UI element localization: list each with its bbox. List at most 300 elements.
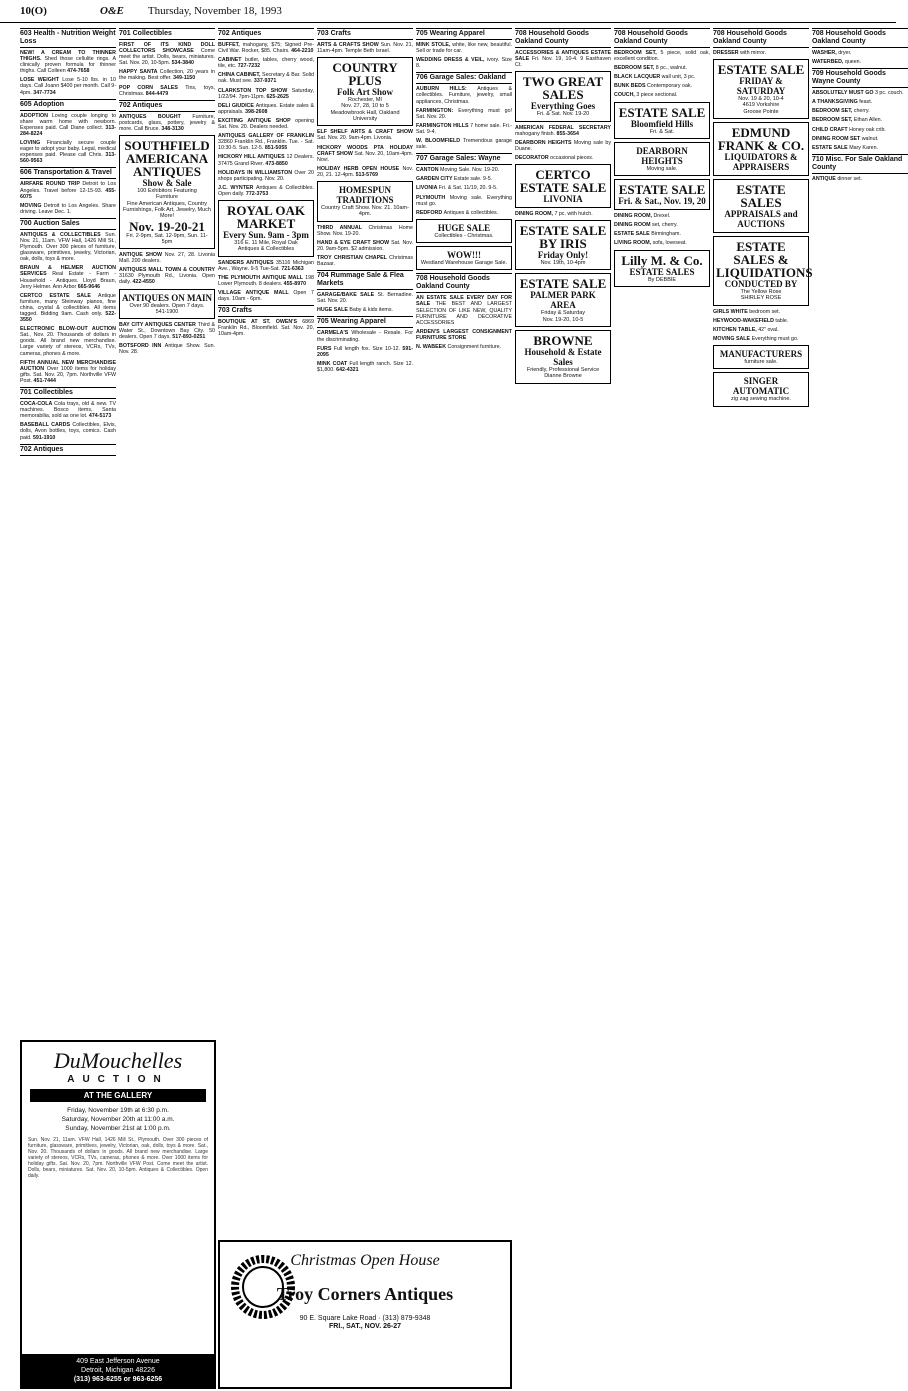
publication-name: O&E [100,5,124,17]
boxed-ad-title: HOMESPUN TRADITIONS [336,185,394,206]
ad-headline: AMERICAN FEDERAL SECRETARY [515,124,611,131]
boxed-ad-title: ANTIQUES ON MAIN [122,292,213,303]
classified-ad [614,83,710,89]
ad-body: Furniture, postcards, glass, pottery, jewelry & more. Call Bruce. [119,113,215,132]
ad-body: walnut. [861,135,879,142]
ad-body: Collectibles, Elvis, dolls, Avon bottles, toys, comics. Cash paid. [20,422,116,441]
display-ad-subtitle: Everything Goes [530,101,596,112]
display-ad [614,102,710,139]
display-ad-line: Friendly, Professional Service [526,367,600,374]
ad-headline: LOSE WEIGHT [20,77,63,84]
phone-number: 851-5055 [264,145,288,152]
ad-body: Secretary & Bar. Solid oak. Must see. [218,72,314,85]
ad-body: 3 pc. couch. [874,90,904,97]
ad-headline: ANTIQUES BOUGHT [119,113,193,120]
boxed-ad-body: Westland Warehouse Garage Sale. [420,260,508,267]
display-ad-subtitle: LIVONIA [543,194,583,205]
classified-ad [20,326,116,356]
auction-dates: Friday, November 19th at 6:30 p.m. Saturday, November 20th at 11:00 a.m. Sunday, November 21st at 1:00 p.m. [61,1107,175,1132]
classified-ad [416,57,512,69]
classified-ad [614,74,710,80]
display-ad-hours: Fri. 2-9pm, Sat. 12-9pm, Sun. 11-5pm [126,232,208,245]
ad-headline: COCA-COLA [20,401,55,408]
display-ad-line: Nov. 19 & 20, 10-4 [738,96,784,103]
ad-body: Sun. Nov. 21, 11am. VFW Hall, 1426 Mill St., Plymouth. Over 300 pieces of furniture, glassware, primitives, jewelry, Victorian, oak, dolls, toys & more. [20,231,116,263]
ad-headline: CABINET [218,57,245,64]
phone-number: 337-9371 [253,78,277,85]
classified-ad [119,42,215,66]
ad-body: 31630 Plymouth Rd., Livonia. Open daily. [119,273,215,286]
display-ad-title: CERTCO ESTATE SALE [519,167,607,196]
classified-ad [218,42,314,54]
classified-ad [218,290,314,302]
boxed-ad-title: HUGE SALE [437,222,491,233]
classified-ad [218,275,314,287]
display-ad-subtitle: Every Sun. 9am - 3pm [223,229,309,240]
phone-number: 422-4550 [132,279,155,286]
display-ad-title: ESTATE SALES [736,181,786,210]
ad-headline: LIVONIA [416,185,439,192]
display-ad [515,164,611,208]
classified-ad [713,50,809,56]
display-ad [515,330,611,384]
classification-heading: 605 Adoption [20,99,116,111]
phone-number: 451-7444 [33,377,56,384]
ad-headline: TROY CHRISTIAN CHAPEL [317,255,390,261]
display-ad [515,71,611,121]
ad-headline: ACCESSORIES & ANTIQUES ESTATE SALE [515,50,611,63]
boxed-ad [416,219,512,243]
classified-ad [416,195,512,207]
ad-headline: CHINA CABINET, [218,72,263,79]
open-house-title: Christmas Open House [290,1252,440,1269]
display-ad [515,273,611,327]
classified-ad [614,213,710,219]
boxed-ad-body: Over 90 dealers. Open 7 days. [129,302,205,309]
classified-ad [119,343,215,355]
ad-body: Shed those cellulite rings. A clinically proven formula for thinner thighs. Call Colleen [20,56,116,75]
classified-ad [218,72,314,84]
phone-number: 313-560-9563 [20,152,116,165]
ad-body: 3 piece sectional. [636,92,678,99]
display-ad-line: 100 Exhibitors Featuring [137,188,197,195]
display-ad-line: Fri. & Sat. Nov. 19-20 [536,111,590,118]
boxed-ad-title: WOW!!! [447,250,481,261]
classified-ad [416,185,512,191]
ad-body: Nov. 27, 28. Livonia Mall. 200 dealers. [119,252,215,265]
classification-heading: 701 Collectibles [20,387,116,399]
display-ad [218,200,314,257]
ad-headline: GIRLS WHITE [713,308,750,315]
classified-ad [614,222,710,228]
ad-headline: DEARBORN HEIGHTS [515,139,574,146]
ad-body: Third & Water St., Downtown Bay City. 50 dealers. Open 7 days. [119,321,215,341]
ad-body: dinner set. [837,175,863,182]
ad-headline: BUNK BEDS [614,83,647,90]
display-ad-title: ESTATE SALE [717,62,805,78]
ad-headline: AN ESTATE SALE EVERY DAY FOR SALE [416,295,512,308]
classified-ad [119,114,215,132]
display-ad-subtitle: Show & Sale [142,178,192,189]
display-ad-subtitle: Folk Art Show [336,87,393,98]
ad-body: Cola trays, old & new. TV machines. Bosco items, Santa memorabilia, sold as one lot. [20,401,116,420]
ad-headline: HICKORY HILL ANTIQUES [218,154,287,161]
phone-number: 474-5173 [88,413,112,420]
ad-body: Sat. Nov. 20. 9am-5pm. $2 admission. [317,239,413,252]
ad-body: Christmas Home Show. Nov. 19-20. [317,224,413,237]
boxed-ad-body: Moving sale. [646,165,678,172]
ad-body: Contemporary oak. [646,83,693,90]
classified-column [515,26,611,1386]
classified-ad [218,57,314,69]
ad-headline: COUCH, [614,92,637,99]
ad-body: with mirror. [740,50,766,56]
display-ad-line: Fine American Antiques, Country Furnishings, Folk Art, Jewelry, Much More! [123,200,211,220]
display-ad-line: Meadowbrook Hall, Oakland University [330,109,400,123]
classification-heading: 705 Wearing Apparel [317,316,413,328]
classification-heading: 606 Transportation & Travel [20,167,116,179]
ad-headline: HICKORY WOODS PTA HOLIDAY CRAFT SHOW [317,144,413,157]
display-ad-line: Nov. 19-20, 10-5 [542,316,584,323]
classified-ad [416,42,512,54]
display-ad-subtitle: CONDUCTED BY [724,278,798,289]
display-ad-line: Antiques & Collectibles [237,246,295,253]
classified-ad [317,240,413,252]
ad-body: Moving sale by Duane. [515,139,611,152]
phone-number: 844-4479 [145,90,169,97]
ad-headline: DINING ROOM, [515,211,555,218]
classified-ad [119,322,215,340]
display-ad-subtitle: APPRAISALS and AUCTIONS [724,208,798,229]
ad-body: Baby & kids items. [349,307,393,314]
troy-address: 90 E. Square Lake Road · (313) 879-9348 [299,1315,431,1322]
ad-body: Lose 5-10 lbs. in 10 days. Call Joann $400 per month. Call 9-4pm. [20,77,116,96]
display-ad-title: EDMUND FRANK & CO. [717,124,805,153]
classified-ad [416,108,512,120]
boxed-ad [317,181,413,222]
ad-body: mahogany finish. [515,130,557,137]
ad-body: Honey oak crib. [849,126,886,133]
classification-heading: 701 Collectibles [119,28,215,40]
ad-headline: HEYWOOD-WAKEFIELD [713,317,776,324]
ad-headline: ELECTRONIC BLOW-OUT AUCTION [20,326,116,333]
display-ad-line: By DEBBIE [647,276,677,283]
classified-ad [218,319,314,337]
boxed-ad-body: Collectibles - Christmas. [434,232,494,239]
display-ad-line: The Yellow Rose [740,288,782,295]
ad-headline: BRAUN & HELMER AUCTION SERVICES [20,265,116,278]
ad-headline: MOVING [20,202,44,209]
display-ad-line: Fri. & Sat. [649,128,675,135]
classification-heading: 706 Garage Sales: Oakland [416,72,512,84]
troy-date: FRI., SAT., NOV. 26-27 [329,1323,401,1330]
ad-body: 7 pc. with hutch. [554,211,593,218]
ad-headline: SANDERS ANTIQUES [218,259,276,266]
phone-number: 398-2608 [245,108,268,115]
display-ad-subtitle: FRIDAY & SATURDAY [736,76,786,97]
classified-ad [416,167,512,173]
ad-headline: WASHER, [812,50,839,56]
ad-headline: MINK COAT [317,360,350,367]
classified-ad [515,211,611,217]
ad-headline: DINING ROOM, [614,213,654,220]
classified-ad [812,99,908,105]
phone-number: 591-2095 [317,345,413,358]
classified-ad [218,170,314,182]
display-ad-line: 4619 Vorkshire [742,102,780,109]
display-ad [119,135,215,249]
ad-headline: ADOPTION [20,112,52,119]
classified-ad [218,154,314,166]
ad-headline: BASEBALL CARDS [20,422,73,429]
classified-ad [812,136,908,142]
classified-ad [614,65,710,71]
classification-heading: 708 Household Goods Oakland County [812,28,908,48]
ad-headline: PLYMOUTH [416,194,450,201]
ad-headline: FARMINGTON: [416,107,459,114]
classified-ad [317,166,413,178]
ad-body: Fri. Nov. 19, 10-4. 9 Easthaven Ct. [515,56,611,69]
ad-body: Over 1000 items for holiday gifts. Sat. Nov. 20, 7pm. Northville VFW Post. [20,365,116,384]
ad-headline: ANTIQUES GALLERY OF FRANKLIN [218,133,314,140]
auction-word: AUCTION [67,1074,169,1085]
classified-ad [20,203,116,215]
ad-headline: ABSOLUTELY MUST GO [812,90,875,97]
ad-headline: HAPPY SANTA [119,69,160,76]
ad-headline: ESTATE SALE [614,231,652,238]
ad-body: Ethan Allen. [853,117,883,124]
ad-headline: HAND & EYE CRAFT SHOW [317,239,392,246]
ad-body: Consignment furniture. [447,344,502,351]
ad-body: Full length fox. Size 10-12. [333,345,403,352]
ad-body: Open 7 days. 10am - 6pm. [218,289,314,303]
ad-headline: AIRFARE ROUND TRIP [20,181,83,188]
classified-ad [416,123,512,135]
display-ad-title: ESTATE SALES & LIQUIDATIONS [716,238,813,280]
classified-ad [713,327,809,333]
ad-headline: DECORATOR [515,154,551,161]
ad-body: 7 home sale. Fri.-Sat. 9-4. [416,122,512,135]
classified-ad [713,309,809,315]
ad-body: Tremendous garage sale. [416,138,512,151]
display-ad-title: COUNTRY PLUS [332,60,398,89]
ad-headline: WATERBED, [812,59,845,66]
classification-heading: 705 Wearing Apparel [416,28,512,40]
ad-body: THE BEST AND LARGEST SELECTION OF LIKE NEW, QUALITY FURNITURE AND DECORATIVE ACCESSORIES [416,301,512,326]
classified-ad [119,69,215,81]
classified-ad [515,140,611,152]
display-ad-line: Nov. 19th, 10-4pm [540,260,586,267]
display-ad-title: ESTATE SALE BY IRIS [519,223,607,252]
ad-headline: DELI GIUDICE [218,102,256,109]
ad-body: Antiques. Estate sales & appraisals. [218,102,314,115]
issue-date: Thursday, November 18, 1993 [147,5,282,17]
classified-ad [812,117,908,123]
classified-ad [20,181,116,199]
ad-body: Moving sale. Everything must go. [416,194,512,207]
ad-body: Mary Karen. [849,144,879,151]
display-ad [515,220,611,270]
display-ad-title: SOUTHFIELD AMERICANA ANTIQUES [124,138,210,180]
page-number: 10(O) [20,5,47,17]
display-ad-subtitle: Household & Estate Sales [524,347,602,368]
classified-ad [812,127,908,133]
ad-body: Real Estate - Farm - Household - Antiques. Lloyd Braun, Jerry Helmer. Ann Arbor [20,271,116,290]
phone-number: 534-3840 [171,60,194,67]
ad-headline: ANTIQUE SHOW [119,252,165,259]
ad-headline: GARDEN CITY [416,176,454,183]
ad-body: Sat. Nov. 20. 9am-4pm. Livonia. [317,135,393,142]
classified-ad [218,133,314,151]
ad-body: Antiques & collectibles. [443,209,499,216]
boxed-ad [713,345,809,369]
ad-body: Saturday, 1/22/94. 7pm-11pm. [218,87,314,100]
classified-ad [218,185,314,197]
display-ad-line: Nov. 27, 28, 10 to 5 [341,103,389,110]
ad-headline: DINING ROOM SET [812,135,862,142]
display-ad-subtitle: Fri. & Sat., Nov. 19, 20 [618,196,706,207]
classified-ad [812,108,908,114]
ad-headline: J.C. WYNTER [218,184,256,191]
ad-body: Birmingham. [651,231,681,238]
classification-heading: 708 Household Goods Oakland County [416,273,512,293]
classified-ad [317,129,413,141]
ad-headline: HOLIDAYS IN WILLIAMSTON [218,169,295,176]
phone-number: 772-3753 [245,190,269,197]
phone-number: 522-3550 [20,311,116,324]
classified-ad [317,145,413,163]
classification-heading: 703 Crafts [317,28,413,40]
display-ad [614,179,710,210]
ad-body: bedroom set. [749,308,781,315]
classification-heading: 702 Antiques [119,100,215,112]
dumouchelles-auction-ad [20,1040,216,1389]
display-ad-title: ESTATE SALE [519,276,607,292]
classified-ad [20,265,116,289]
boxed-ad [416,246,512,270]
display-ad [317,57,413,126]
classified-ad [515,50,611,68]
classified-ad [614,240,710,246]
ad-body: set, cherry. [651,222,678,229]
ad-headline: LOVING [20,140,47,147]
phone-number: 625-2625 [266,93,289,100]
classified-ad [20,293,116,323]
phone-number: 727-7232 [237,63,261,70]
ad-body: Over 20 shops participating. Nov. 20. [218,169,314,182]
ad-headline: ANTIQUES & COLLECTIBLES [20,231,106,238]
ad-headline: BEDROOM SET, [614,50,661,56]
troy-corners-ad [218,1240,512,1389]
ad-headline: BOTSFORD INN [119,343,165,350]
classified-ad [812,145,908,151]
phone-number: 473-8850 [265,160,288,167]
ad-body: dryer. [838,50,852,56]
ad-headline: N. WABEEK [416,344,448,351]
classified-column [812,26,908,1386]
classified-column [713,26,813,1386]
ad-headline: REDFORD [416,209,444,216]
phone-number: 665-9646 [77,283,101,290]
classified-ad [812,90,908,96]
display-ad-subtitle: Friday Only! [537,250,589,261]
classified-ad [614,50,710,62]
ad-body: Moving Sale. Nov. 19-20. [440,167,500,174]
ad-headline: CANTON [416,167,441,174]
classified-ad [317,346,413,358]
classified-column [614,26,710,1386]
classified-ad [812,50,908,56]
auction-description: Sun. Nov. 21, 11am. VFW Hall, 1426 Mill St., Plymouth. Over 300 pieces of furniture, glassware, primitives, jewelry, Victorian, oak, dolls, toys & more. Sat., Nov. 20. Thousands of dollars in goods. All brand new merchandise. Large variety of stereos, VCRs, TVs, cameras, phones & more. Over 1000 items for holiday gifts. Sat. Nov. 20, 7pm. Northville VFW Post. Come meet the artist. Dolls, bears, miniatures. Sat. Nov. 20, 10-5pm. Antiques & Collectibles. Open daily. [28,1137,209,1179]
classified-ad [218,260,314,272]
display-ad-dates: Nov. 19-20-21 [129,218,205,234]
display-ad-line: SHIRLEY ROSE [740,295,782,302]
ad-headline: VILLAGE ANTIQUE MALL [218,289,294,296]
phone-number: 721-6363 [281,265,304,272]
ad-headline: BEDROOM SET, [812,108,854,115]
ad-body: white, like new, beautiful. Sell or trade for car. [416,42,512,55]
ad-headline: ANTIQUES MALL TOWN & COUNTRY [119,267,215,274]
ad-body: 12 Dealers. 37475 Grand River. [218,154,314,167]
classified-ad [119,85,215,97]
classification-heading: 707 Garage Sales: Wayne [416,153,512,165]
display-ad-title: ESTATE SALE [618,104,706,120]
classified-ad [713,318,809,324]
classified-ad [614,231,710,237]
display-ad [614,250,710,287]
ad-headline: ARDEN'S LARGEST CONSIGNMENT FURNITURE STORE [416,328,512,341]
boxed-ad-body: furniture sale. [744,358,778,365]
ad-body: wall unit, 3 pc. [661,74,696,81]
ad-headline: MINK STOLE, [416,42,453,48]
ad-body: sofa, loveseat. [652,240,687,247]
ad-headline: POP CORN SALES [119,84,186,91]
phone-number: 349-1150 [173,75,196,82]
ad-headline: BAY CITY ANTIQUES CENTER [119,321,198,328]
classification-heading: 708 Household Goods Oakland County [515,28,611,48]
ad-headline: BEDROOM SET, [812,117,854,124]
classified-ad [614,92,710,98]
classified-ad [317,307,413,313]
ad-headline: FIFTH ANNUAL NEW MERCHANDISE AUCTION [20,359,116,372]
phone-number: 348-3130 [161,125,184,132]
ad-body: Tins, toys, Christmas. [119,84,215,97]
classification-heading: 704 Rummage Sale & Flea Markets [317,270,413,290]
classification-heading: 700 Auction Sales [20,218,116,230]
display-ad-subtitle: Bloomfield Hills [630,118,694,129]
phone-number: 642-4321 [336,366,359,373]
ad-headline: LIVING ROOM, [614,240,653,247]
classified-ad [416,295,512,325]
ad-headline: MOVING SALE [713,335,752,342]
classified-ad [812,176,908,182]
gallery-bar: AT THE GALLERY [30,1089,206,1102]
classified-ad [218,118,314,130]
boxed-ad [713,372,809,406]
ad-headline: HUGE SALE [317,307,350,314]
ad-headline: THIRD ANNUAL [317,224,369,231]
ad-body: Collection, 20 years in the making. Best offer. [119,69,215,82]
ad-headline: NEW! A CREAM TO THINNER THIGHS. [20,50,116,63]
classified-ad [317,225,413,237]
ad-headline: BEDROOM SET, [614,65,656,72]
classified-ad [20,50,116,74]
classified-ad [317,330,413,342]
phone-number: 591-1910 [32,434,56,441]
classified-ad [20,113,116,137]
ad-body: 5 piece, solid oak, excellent condition. [614,50,710,63]
ad-body: Nov. 20, 21. 12-4pm. [317,165,413,178]
